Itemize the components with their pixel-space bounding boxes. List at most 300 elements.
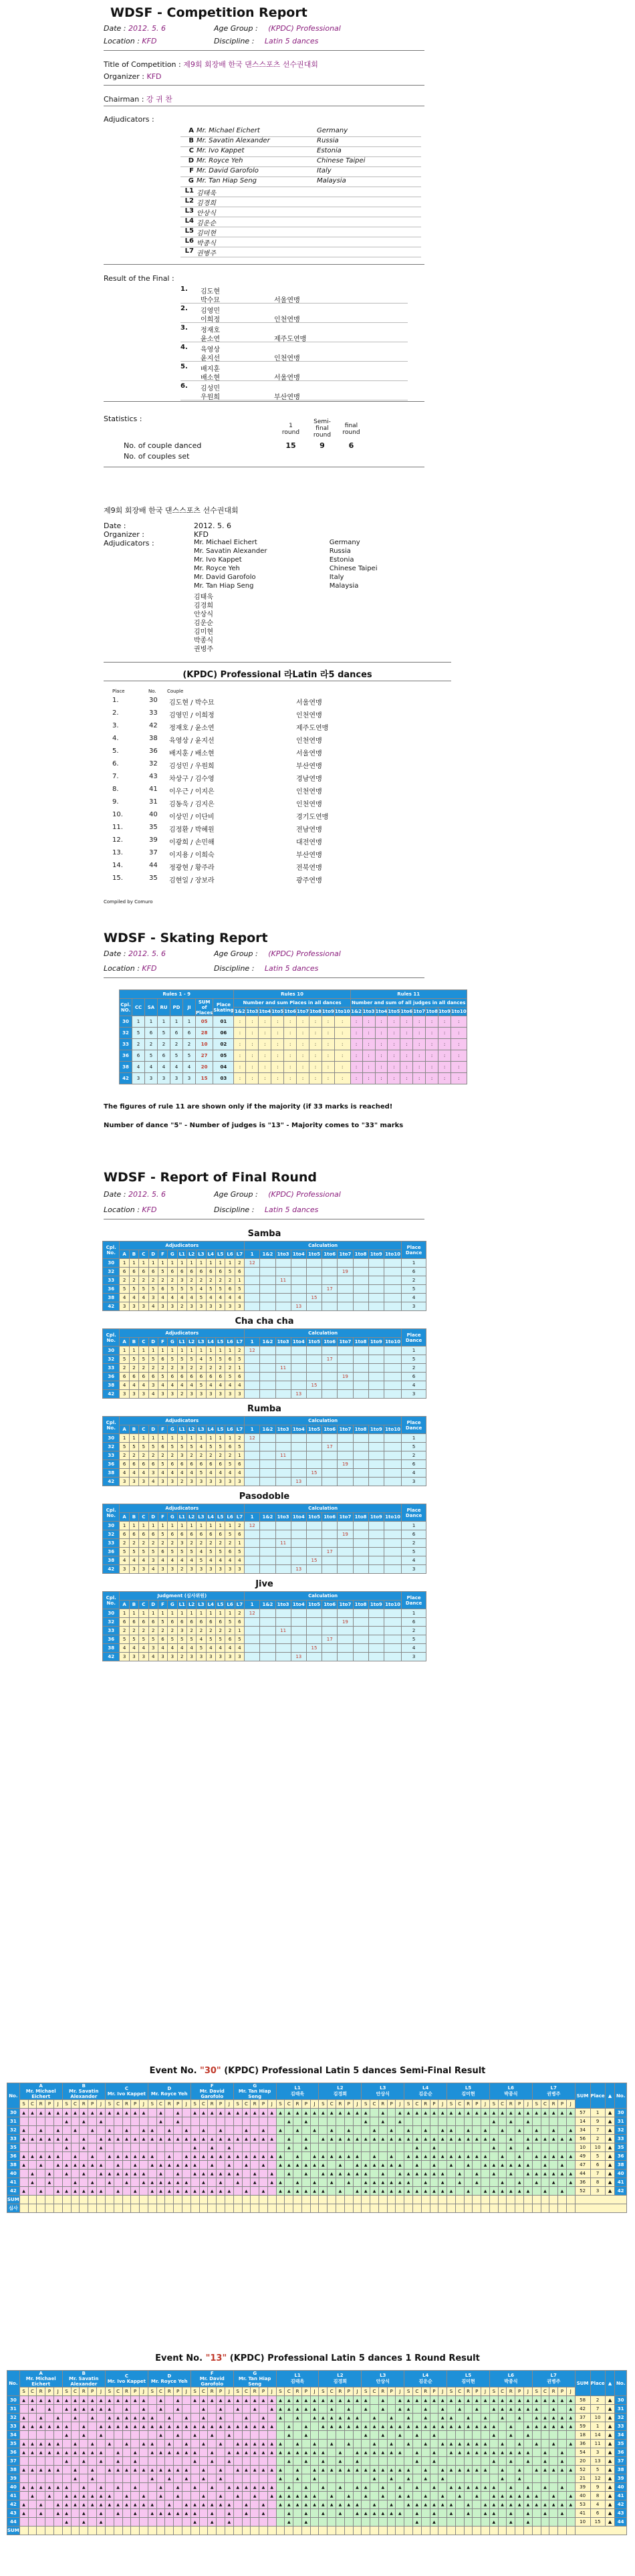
mark-cell: ▲ [62,2500,71,2509]
mark-cell: ▲ [251,2483,259,2492]
mark-cell: ▲ [430,2431,438,2440]
judge-name: 김운순 [418,2379,432,2384]
judge-mark: 4 [235,1294,244,1302]
sum-cell [276,2527,285,2535]
row-total: 54 [575,2448,590,2457]
skating-dance-place: 6 [170,1028,183,1039]
mark-cell: ▲ [566,2422,575,2431]
mark-cell: ▲ [267,2135,276,2143]
mark-cell [532,2457,541,2466]
mark-cell: ▲ [473,2178,481,2187]
calc-cell [353,1469,368,1478]
footer-total [575,2204,626,2213]
mark-cell: ▲ [566,2396,575,2405]
footer-cell [541,2204,549,2213]
mark-cell [251,2414,259,2422]
mark-cell [328,2448,336,2457]
mark-cell: ▲ [336,2457,345,2466]
first-dance-head [7,2387,627,2396]
mark-cell: ▲ [19,2440,28,2448]
mark-cell: ▲ [80,2117,88,2126]
mark-cell [233,2126,242,2135]
adjudicator-name: 김태욱 [197,190,216,197]
mark-cell: ▲ [293,2152,302,2161]
row-no: 42 [7,2500,20,2509]
rule11-cell: : [451,1016,467,1028]
rule10-cell: : [284,1039,297,1050]
result-partner: 이희정 [201,316,220,324]
mark-cell: ▲ [88,2500,97,2509]
judge-mark: 5 [120,1635,129,1644]
dance-letter: S [233,2100,242,2109]
judge-mark: 4 [235,1556,244,1565]
mark-cell [267,2117,276,2126]
mark-cell: ▲ [396,2135,404,2143]
judge-mark: 6 [186,1373,196,1381]
mark-cell [28,2187,37,2196]
mark-cell [378,2457,387,2466]
mark-cell: ▲ [217,2170,225,2178]
dance-cpl-no: 36 [103,1373,120,1381]
judge-mark: 6 [197,1460,206,1469]
mark-cell [251,2509,259,2518]
rule11-cell: : [438,1062,451,1073]
calc-cell [306,1276,322,1285]
mark-cell [344,2187,353,2196]
calc-col: 1to7 [338,1338,353,1346]
mark-cell [489,2414,498,2422]
mark-cell [473,2126,481,2135]
mark-cell [140,2448,148,2457]
dance-place: 6 [402,1618,426,1627]
judge-mark: 2 [120,1627,129,1635]
mark-cell [353,2178,362,2187]
mark-cell: ▲ [455,2170,464,2178]
s2-adjudicator-country: Russia [329,548,351,555]
calc-cell: 15 [306,1381,322,1390]
mark-cell: ▲ [285,2396,293,2405]
mark-cell: ▲ [156,2135,165,2143]
mark-cell: ▲ [515,2396,524,2405]
skating-dance-place: 3 [170,1073,183,1084]
dance-cpl-no: 32 [103,1443,120,1451]
judge-mark: 5 [206,1355,215,1364]
judge-header [319,2371,362,2387]
dance-row [103,1522,426,1530]
sum-cell [549,2196,558,2204]
mark-cell: ▲ [464,2483,473,2492]
mark-cell: ▲ [507,2483,515,2492]
skating-dance-place: 2 [132,1039,145,1050]
calc-cell [245,1451,260,1460]
footer-cell [473,2204,481,2213]
mark-cell: ▲ [148,2448,156,2457]
calc-cell [275,1373,291,1381]
mark-cell: ▲ [225,2170,233,2178]
judge-mark: 6 [225,1355,235,1364]
dance-letter: R [336,2387,345,2396]
row-total: 52 [575,2187,590,2196]
mark-cell [396,2457,404,2466]
calc-cell [260,1635,275,1644]
sum-cell [421,2196,430,2204]
mark-cell: ▲ [97,2170,106,2178]
calc-cell [384,1259,401,1268]
mark-cell: ▲ [276,2152,285,2161]
mark-cell [156,2518,165,2527]
placing-no: 42 [149,722,158,729]
calc-cell [353,1381,368,1390]
mark-cell [507,2152,515,2161]
mark-cell: ▲ [549,2414,558,2422]
mark-cell: ▲ [45,2492,54,2500]
judge-mark: 1 [206,1522,215,1530]
footer-cell [199,2204,208,2213]
rule10-cell: : [334,1050,350,1062]
judge-mark: 5 [168,1635,177,1644]
mark-cell: ▲ [421,2126,430,2135]
mark-cell [165,2431,174,2440]
dance-row [103,1268,426,1276]
judge-code: L3 [197,1425,206,1434]
judge-mark: 3 [186,1390,196,1399]
calc-cell [245,1390,260,1399]
adjudicator-name: 김미현 [197,230,216,237]
skating-place: 06 [213,1028,234,1039]
rule10-cell: : [259,1062,271,1073]
mark-cell: ▲ [71,2405,80,2414]
mark-cell: ▲ [507,2500,515,2509]
mark-cell: ▲ [122,2109,131,2117]
judge-code: L7 [235,1513,244,1522]
mark-cell [353,2518,362,2527]
mark-cell: ▲ [515,2405,524,2414]
mark-cell: ▲ [421,2396,430,2405]
result-partner: 우원희 [201,394,220,401]
dance-row [103,1644,426,1653]
mark-cell [344,2117,353,2126]
calc-cell [368,1294,384,1302]
mark-cell [131,2178,140,2187]
skating-dance-place: 2 [183,1039,196,1050]
judge-mark: 2 [129,1539,138,1548]
judge-code: C [139,1513,148,1522]
mark-cell: ▲ [217,2109,225,2117]
dance-letter: R [208,2387,217,2396]
mark-cell: ▲ [515,2448,524,2457]
mark-cell: ▲ [507,2422,515,2431]
judge-mark: 6 [129,1460,138,1469]
judge-code: L2 [186,1601,196,1609]
row-total: 10 [575,2143,590,2152]
mark-cell: ▲ [190,2422,199,2431]
mark-cell: ▲ [165,2466,174,2474]
mark-cell [336,2117,345,2126]
sum-cell [310,2196,319,2204]
footer-cell [524,2204,533,2213]
mark-cell [353,2143,362,2152]
mark-cell [328,2518,336,2527]
judge-mark: 6 [129,1530,138,1539]
calc-cell [338,1302,353,1311]
mark-cell [45,2414,54,2422]
judge-mark: 4 [148,1478,158,1486]
mark-cell: ▲ [148,2440,156,2448]
footer-cell [412,2204,421,2213]
adjudicator-code: L3 [184,207,194,215]
judge-header [148,2371,190,2387]
skating-dance-place: 3 [183,1073,196,1084]
judge-mark: 5 [225,1268,235,1276]
row-no: 41 [7,2178,20,2187]
mark-cell: ▲ [524,2405,533,2414]
mark-cell: ▲ [447,2466,456,2474]
calc-cell [275,1478,291,1486]
mark-cell: ▲ [140,2396,148,2405]
mark-cell: ▲ [404,2170,413,2178]
judge-mark: 6 [168,1373,177,1381]
calc-cell [306,1653,322,1661]
calc-cell [306,1609,322,1618]
sum-cell [217,2527,225,2535]
s2-organizer: KFD [194,530,209,539]
sum-row-label: SUM [7,2527,20,2535]
mark-cell: ▲ [532,2500,541,2509]
mark-cell: ▲ [362,2117,370,2126]
mark-cell [45,2143,54,2152]
mark-cell [438,2161,447,2170]
sum-cell [37,2196,45,2204]
dance-letter: C [412,2387,421,2396]
dance-place: 5 [402,1443,426,1451]
mark-cell [370,2518,379,2527]
mark-cell: ▲ [122,2466,131,2474]
placing-club: 인천연맹 [296,712,322,719]
row-total: 56 [575,2135,590,2143]
skating-sum: 28 [196,1028,213,1039]
calc-cell [291,1285,306,1294]
placing-row [112,836,433,849]
dance-letter: C [541,2387,549,2396]
mark-cell [53,2518,62,2527]
calc-cell [322,1653,338,1661]
dance-letter: P [88,2100,97,2109]
rule11-cell: : [350,1062,362,1073]
mark-cell [182,2518,190,2527]
sum-cell [148,2196,156,2204]
mark-cell: ▲ [156,2117,165,2126]
mark-cell [566,2518,575,2527]
skating-head-1 [120,990,467,999]
mark-cell: ▲ [498,2466,507,2474]
mark-cell: ▲ [378,2509,387,2518]
mark-cell: ▲ [242,2448,251,2457]
dance-place: 6 [402,1268,426,1276]
discipline: Discipline : Latin 5 dances [214,37,319,45]
judge-mark: 5 [177,1635,186,1644]
skating-grid [119,989,467,1084]
mark-cell: ▲ [276,2414,285,2422]
mark-cell: ▲ [507,2143,515,2152]
calc-cell [322,1627,338,1635]
row-total: 21 [575,2474,590,2483]
dance-letter: C [455,2387,464,2396]
sum-cell [328,2527,336,2535]
mark-cell [293,2431,302,2440]
judge-header [19,2371,62,2387]
mark-cell: ▲ [156,2448,165,2457]
mark-cell: ▲ [344,2440,353,2448]
judge-code: L6 [225,1513,235,1522]
mark-cell: ▲ [242,2187,251,2196]
sum-cell [412,2527,421,2535]
judge-mark: 5 [148,1548,158,1556]
mark-cell: ▲ [481,2187,490,2196]
sum-cell [45,2527,54,2535]
judge-mark: 1 [186,1259,196,1268]
mark-cell: ▲ [336,2483,345,2492]
mark-cell [310,2431,319,2440]
rule11-cell: : [413,1039,426,1050]
row-no: 39 [7,2474,20,2483]
judge-mark: 3 [158,1478,167,1486]
judge-mark: 2 [148,1364,158,1373]
judge-mark: 1 [168,1259,177,1268]
mark-cell: ▲ [455,2135,464,2143]
rule11-cell: : [438,1028,451,1039]
sum-cell [378,2527,387,2535]
mark-cell [524,2152,533,2161]
calc-col: 1 [245,1601,260,1609]
mark-cell: ▲ [353,2448,362,2457]
mark-cell: ▲ [473,2405,481,2414]
row-place: 11 [590,2440,605,2448]
mark-cell [489,2440,498,2448]
mark-cell: ▲ [549,2405,558,2414]
footer-cell [447,2204,456,2213]
judge-mark: 2 [186,1364,196,1373]
mark-cell: ▲ [174,2117,182,2126]
mark-cell [336,2431,345,2440]
mark-cell: ▲ [45,2396,54,2405]
judge-mark: 2 [216,1627,225,1635]
row-total: 58 [575,2396,590,2405]
judge-mark: 2 [148,1539,158,1548]
mark-cell: ▲ [404,2440,413,2448]
first-row [7,2414,627,2422]
judge-header [233,2371,276,2387]
judge-mark: 2 [158,1627,167,1635]
calc-cell [291,1451,306,1460]
mark-cell: ▲ [105,2422,114,2431]
stat-val-1: 15 [285,441,296,450]
judge-mark: 2 [177,1478,186,1486]
judge-mark: 4 [225,1381,235,1390]
sum-cell [524,2527,533,2535]
calc-cell [368,1618,384,1627]
result-couple: 김영민 [201,308,220,315]
skating-sum: 20 [196,1062,213,1073]
mark-cell [344,2518,353,2527]
dance-letter: J [53,2387,62,2396]
mark-cell: ▲ [140,2135,148,2143]
mark-cell [165,2143,174,2152]
footer-cell [481,2204,490,2213]
mark-cell: ▲ [156,2170,165,2178]
dance-letter: P [217,2387,225,2396]
judge-mark: 3 [177,1364,186,1373]
mark-cell: ▲ [549,2178,558,2187]
skating-dance-place: 6 [158,1050,170,1062]
footer-cell [430,2204,438,2213]
dance-letter: R [421,2387,430,2396]
mark-cell: ▲ [131,2187,140,2196]
calc-cell [322,1390,338,1399]
mark-cell [131,2431,140,2440]
mark-cell: ▲ [301,2109,310,2117]
mark-cell: ▲ [62,2135,71,2143]
mark-cell: ▲ [131,2152,140,2161]
placing-row [112,786,433,798]
mark-cell: ▲ [301,2431,310,2440]
footer-cell [28,2204,37,2213]
calc-col: 1 [245,1425,260,1434]
dance-letter: P [344,2100,353,2109]
dance-block [102,1316,426,1399]
judge-mark: 1 [148,1434,158,1443]
judge-mark: 2 [216,1276,225,1285]
calc-cell [291,1276,306,1285]
judge-code: L5 [465,2373,472,2378]
mark-cell: ▲ [208,2161,217,2170]
judge-mark: 3 [158,1302,167,1311]
sum-cell [430,2527,438,2535]
sum-cell [199,2196,208,2204]
mark-cell [225,2178,233,2187]
rule10-cell: : [322,1073,334,1084]
row-mark: ▲ [605,2126,615,2135]
judge-code: A [120,1601,129,1609]
judge-mark: 4 [120,1556,129,1565]
mark-cell [515,2422,524,2431]
placing-no: 41 [149,786,158,793]
rule10-cell: : [297,1016,309,1028]
judge-mark: 2 [120,1276,129,1285]
mark-cell [182,2143,190,2152]
sum-cell [301,2527,310,2535]
skating-place: 01 [213,1016,234,1028]
mark-cell [53,2143,62,2152]
col-couple: Couple [167,689,184,694]
judge-mark: 5 [216,1635,225,1644]
mark-cell: ▲ [319,2457,328,2466]
result-couple: 육영상 [201,346,220,354]
mark-cell [455,2457,464,2466]
dance-letter: S [362,2100,370,2109]
mark-cell: ▲ [88,2492,97,2500]
row-no: 33 [7,2135,20,2143]
result-club: 제주도연맹 [274,336,307,343]
judge-mark: 5 [186,1355,196,1364]
mark-cell: ▲ [88,2126,97,2135]
mark-cell [122,2448,131,2457]
stat-val-3: 6 [348,441,354,450]
mark-cell [71,2518,80,2527]
mark-cell [293,2422,302,2431]
dance-letter: R [336,2100,345,2109]
placing-place: 1. [112,697,119,704]
mark-cell: ▲ [285,2187,293,2196]
